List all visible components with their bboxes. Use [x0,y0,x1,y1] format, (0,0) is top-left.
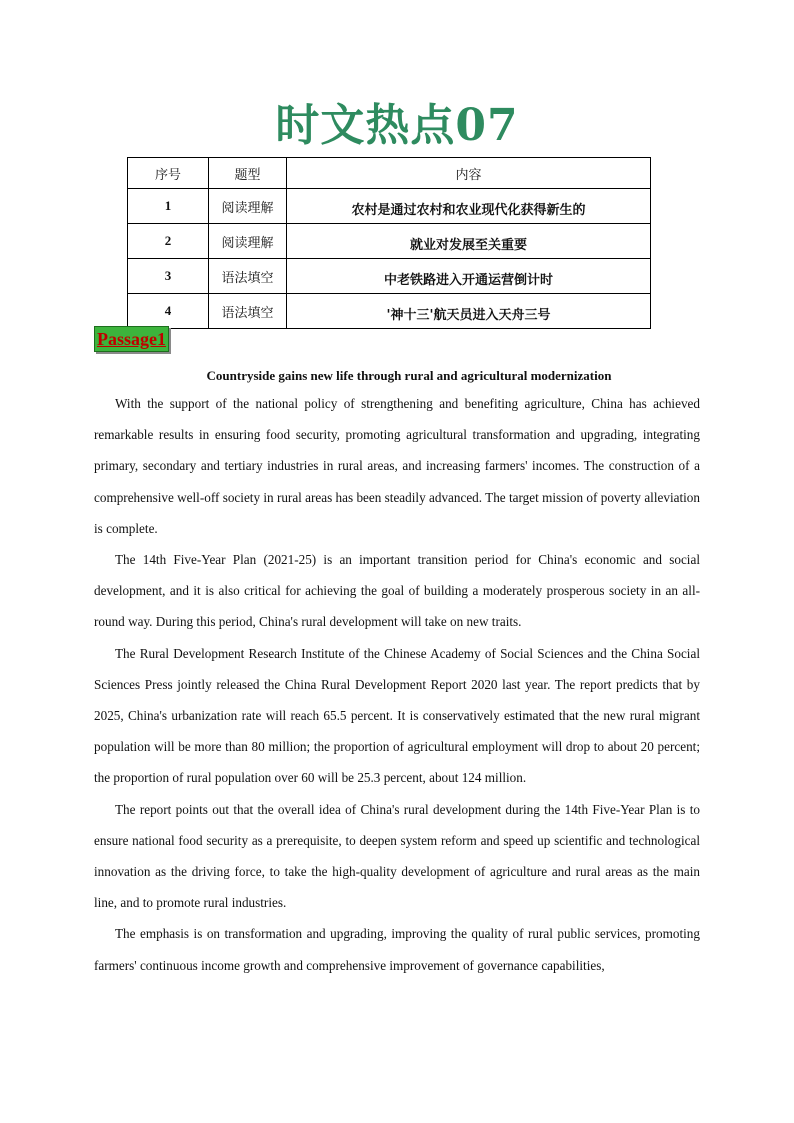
passage-paragraph: The report points out that the overall idea of China's rural development during the 14th Five-Year Plan is to ensure national food security as a prerequisite, to deepen system reform and speed up scientific and technological innovation as the driving force, to take the high-quality development of agriculture and rural areas as the main line, and to promote rural industries. [94,801,700,911]
row-number: 2 [128,224,209,259]
header-content: 内容 [287,158,651,189]
row-content: '神十三'航天员进入天舟三号 [287,294,651,329]
row-number: 4 [128,294,209,329]
header-type: 题型 [209,158,287,189]
row-type: 语法填空 [209,294,287,329]
passage-badge: Passage1 [94,326,169,352]
passage-paragraph: With the support of the national policy of strengthening and benefiting agriculture, China has achieved remarkable results in ensuring food security, promoting agricultural transformation and upgrading, integrating primary, secondary and tertiary industries in rural areas, and increasing farmers' incomes. The construction of a comprehensive well-off society in rural areas has been steadily advanced. The target mission of poverty alleviation is complete. [94,396,700,536]
page-title: 时文热点07 [275,100,519,151]
row-number: 3 [128,259,209,294]
row-content: 农村是通过农村和农业现代化获得新生的 [287,189,651,224]
row-content: 中老铁路进入开通运营倒计时 [287,259,651,294]
passage-paragraph: The Rural Development Research Institute of the Chinese Academy of Social Sciences and the China Social Sciences Press jointly released the China Rural Development Report 2020 last year. The report predicts that by 2025, China's urbanization rate will reach 65.5 percent. It is conservatively estimated that the new rural migrant population will be more than 80 million; the proportion of agricultural employment will drop to about 20 percent; the proportion of rural population over 60 will be 25.3 percent, about 124 million. [94,645,700,786]
row-content: 就业对发展至关重要 [287,224,651,259]
passage-paragraph: The emphasis is on transformation and upgrading, improving the quality of rural public services, promoting farmers' continuous income growth and comprehensive improvement of governance capabilities, [94,926,700,973]
passage-body [94,388,700,981]
row-type: 阅读理解 [209,224,287,259]
table-row [128,294,651,329]
table-header-row [128,158,651,189]
table-row [128,189,651,224]
header-number: 序号 [128,158,209,189]
table-row [128,224,651,259]
contents-table [127,157,651,329]
row-number: 1 [128,189,209,224]
row-type: 阅读理解 [209,189,287,224]
passage-paragraph: The 14th Five-Year Plan (2021-25) is an important transition period for China's economic and social development, and it is also critical for achieving the goal of building a moderately prosperous society in an all-round way. During this period, China's rural development will take on new traits. [94,552,700,630]
row-type: 语法填空 [209,259,287,294]
table-row [128,259,651,294]
passage-title: Countryside gains new life through rural and agricultural modernization [206,368,612,383]
